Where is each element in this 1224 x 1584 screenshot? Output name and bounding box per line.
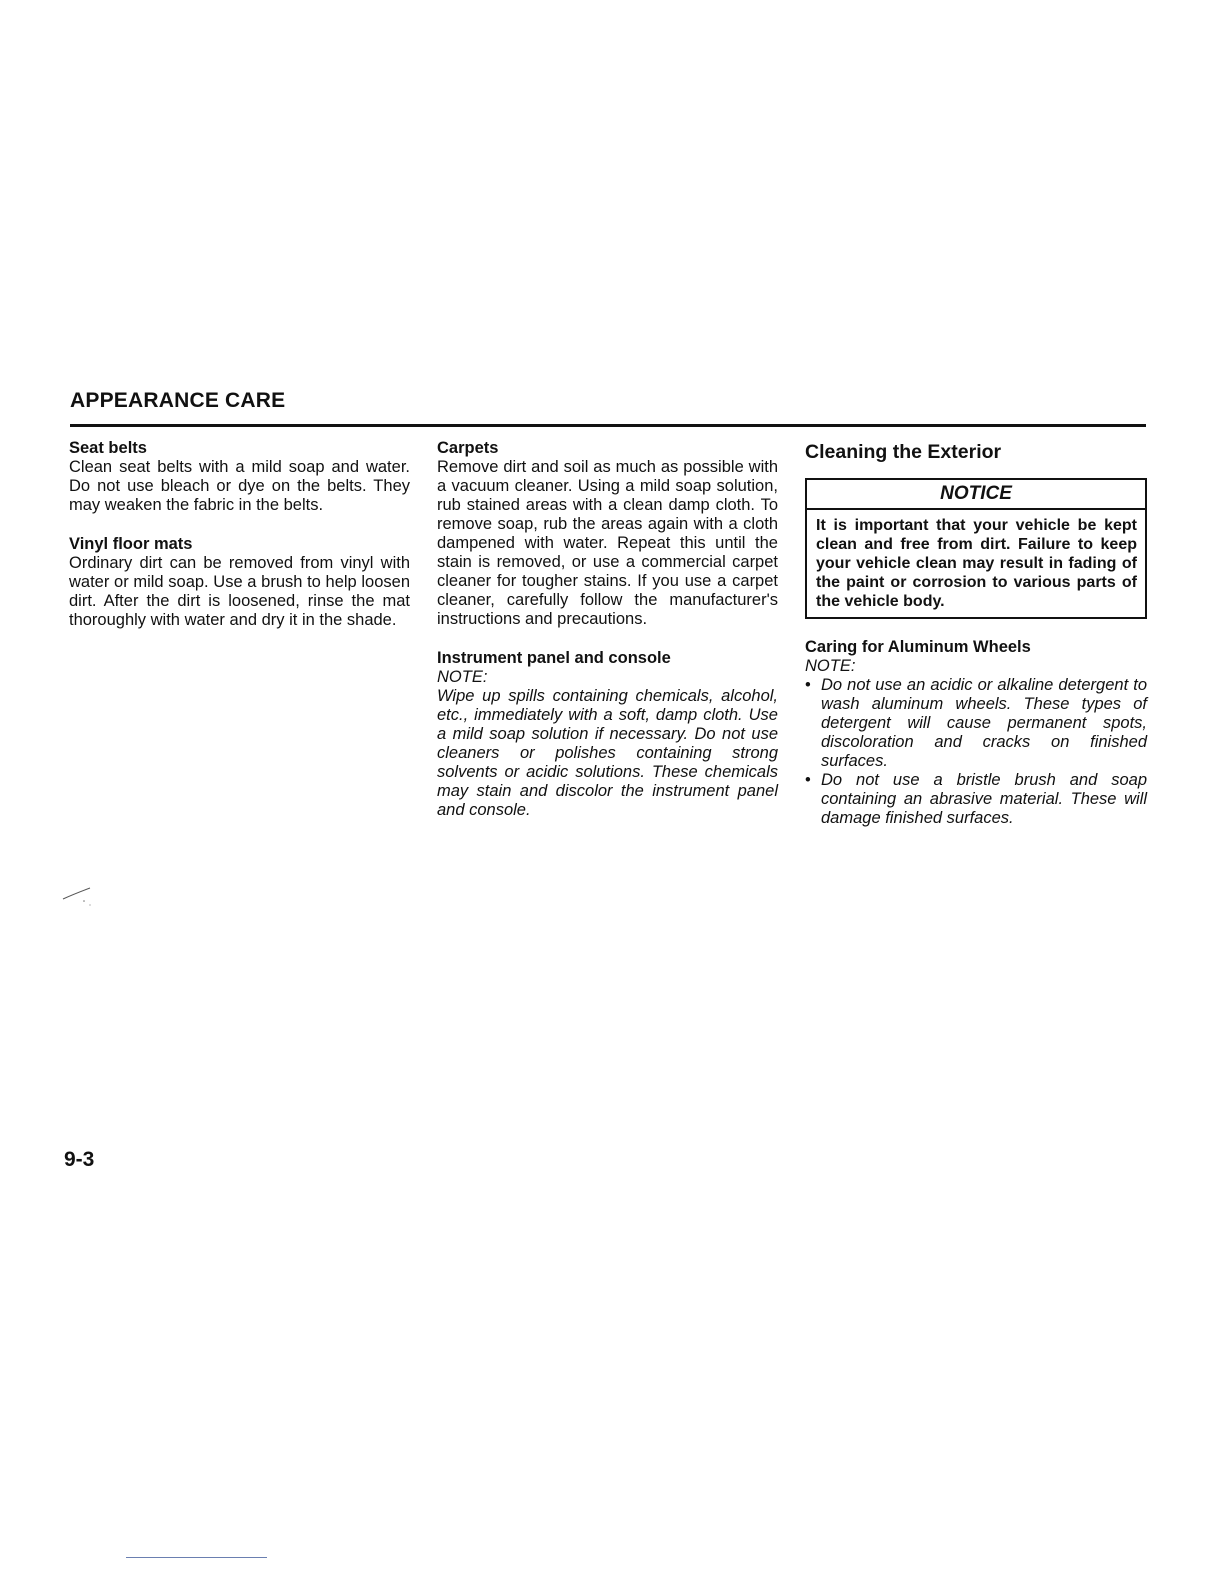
seat-belts-text: Clean seat belts with a mild soap and water. Do not use bleach or dye on the belts. They may weaken the fabric in the belts. bbox=[69, 458, 410, 514]
aluminum-wheels-heading: Caring for Aluminum Wheels bbox=[805, 638, 1031, 656]
notice-title: NOTICE bbox=[807, 480, 1145, 510]
instrument-panel-heading: Instrument panel and console bbox=[437, 649, 671, 667]
scan-artifact-mark bbox=[60, 885, 100, 915]
carpets-text: Remove dirt and soil as much as possible with a vacuum cleaner. Using a mild soap solution, rub stained areas with a clean damp cloth. To remove soap, rub the areas again with a cloth dampened with water. Repeat this until the stain is removed, or use a commercial carpet cleaner for tougher stains. If you use a carpet cleaner, carefully follow the manufacturer's instructions and precautions. bbox=[437, 458, 778, 628]
seat-belts-heading: Seat belts bbox=[69, 439, 147, 457]
instrument-panel-note-text: Wipe up spills containing chemicals, alcohol, etc., immediately with a soft, damp cloth. Use a mild soap solution if necessary. Do not use cleaners or polishes containing strong solvents or acidic solutions. These chemicals may stain and discolor the instrument panel and console. bbox=[437, 687, 778, 819]
section-header bbox=[70, 388, 1146, 427]
vinyl-floor-mats-text: Ordinary dirt can be removed from vinyl with water or mild soap. Use a brush to help loosen dirt. After the dirt is loosened, rinse the mat thoroughly with water and dry it in the shade. bbox=[69, 554, 410, 629]
page-number: 9-3 bbox=[64, 1148, 95, 1171]
instrument-panel-note-label: NOTE: bbox=[437, 668, 488, 686]
bottom-divider bbox=[126, 1557, 267, 1558]
spacer bbox=[805, 619, 1147, 637]
aluminum-wheels-note-label: NOTE: bbox=[805, 657, 856, 675]
section-title: APPEARANCE CARE bbox=[70, 389, 286, 412]
spacer bbox=[69, 515, 410, 534]
bullet-icon: • bbox=[805, 771, 811, 789]
bullet-text: Do not use a bristle brush and soap containing an abrasive material. These will damage finished surfaces. bbox=[821, 771, 1147, 827]
list-item bbox=[805, 676, 1147, 771]
list-item bbox=[805, 771, 1147, 828]
column-left bbox=[69, 438, 410, 630]
section-divider bbox=[70, 424, 1146, 427]
column-right bbox=[805, 438, 1147, 828]
column-middle bbox=[437, 438, 778, 820]
spacer bbox=[437, 629, 778, 648]
bullet-icon: • bbox=[805, 676, 811, 694]
carpets-heading: Carpets bbox=[437, 439, 499, 457]
aluminum-wheels-bullet-list bbox=[805, 676, 1147, 828]
bullet-text: Do not use an acidic or alkaline detergent to wash aluminum wheels. These types of detergent will cause permanent spots, discoloration and cracks on finished surfaces. bbox=[821, 676, 1147, 770]
notice-text: It is important that your vehicle be kept clean and free from dirt. Failure to keep your vehicle clean may result in fading of the paint or corrosion to various parts of the vehicle body. bbox=[816, 517, 1137, 610]
notice-box bbox=[805, 478, 1147, 619]
cleaning-exterior-heading: Cleaning the Exterior bbox=[805, 441, 1002, 463]
vinyl-floor-mats-heading: Vinyl floor mats bbox=[69, 535, 193, 553]
